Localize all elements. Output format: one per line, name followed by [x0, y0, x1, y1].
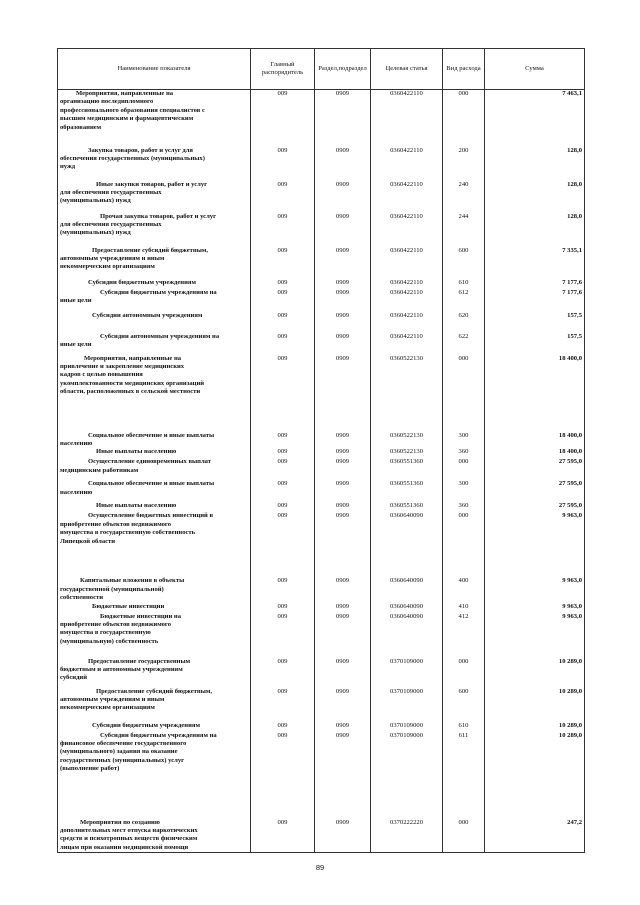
- row-target: 0370109000: [371, 732, 443, 795]
- row-section: 0909: [315, 795, 371, 853]
- row-section: 0909: [315, 688, 371, 722]
- row-name: Бюджетные инвестиции на приобретение объектов недвижимого имущества в государственную (муниципальную) собственность: [58, 613, 251, 658]
- row-name: Мероприятия, направленные на организацию последипломного профессионального образования специалистов с высшим медицинским и фармацевтическим образованием: [58, 90, 251, 147]
- row-target: 0360551360: [371, 458, 443, 480]
- row-target: 0360551360: [371, 480, 443, 502]
- row-type: 400: [443, 563, 485, 602]
- table-header-row: [58, 49, 585, 90]
- row-admin: 009: [251, 688, 315, 722]
- row-type: 610: [443, 279, 485, 289]
- row-type: 622: [443, 333, 485, 355]
- table-row: [58, 480, 585, 502]
- row-target: 0370109000: [371, 688, 443, 722]
- row-type: 620: [443, 312, 485, 333]
- row-type: 600: [443, 247, 485, 279]
- table-row: [58, 603, 585, 613]
- row-target: 0360522130: [371, 420, 443, 449]
- row-section: 0909: [315, 312, 371, 333]
- row-name: Иные закупки товаров, работ и услуг для обеспечения государственных (муниципальных) нужд: [58, 181, 251, 213]
- row-target: 0360640090: [371, 603, 443, 613]
- row-sum: 27 595,0: [485, 458, 585, 480]
- row-section: 0909: [315, 247, 371, 279]
- row-sum: 7 335,1: [485, 247, 585, 279]
- row-section: 0909: [315, 279, 371, 289]
- row-name: Бюджетные инвестиции: [58, 603, 251, 613]
- table-row: [58, 247, 585, 279]
- table-row: [58, 333, 585, 355]
- table-row: [58, 732, 585, 795]
- row-name: Осуществление единовременных выплат медицинским работникам: [58, 458, 251, 480]
- row-type: 300: [443, 480, 485, 502]
- table-row: [58, 279, 585, 289]
- row-name: Мероприятия, направленные на привлечение и закрепление медицинских кадров с целью повышения укомплектованности медицинских организаций области, расположенных в сельской местности: [58, 355, 251, 420]
- row-name: Субсидии автономным учреждениям на иные цели: [58, 333, 251, 355]
- row-name: Субсидии бюджетным учреждениям: [58, 722, 251, 732]
- row-admin: 009: [251, 90, 315, 147]
- row-name: Мероприятия по созданию дополнительных мест отпуска наркотических средств и психотропных веществ физическим лицам при оказании медицинской помощи: [58, 795, 251, 853]
- row-target: 0360522130: [371, 448, 443, 458]
- row-type: 600: [443, 688, 485, 722]
- row-section: 0909: [315, 658, 371, 688]
- table-row: [58, 563, 585, 602]
- budget-table: [57, 48, 585, 853]
- table-row: [58, 613, 585, 658]
- row-admin: 009: [251, 213, 315, 247]
- header-target: Целевая статья: [371, 49, 443, 90]
- row-name: Субсидии бюджетным учреждениям на иные цели: [58, 289, 251, 312]
- row-type: 000: [443, 658, 485, 688]
- row-section: 0909: [315, 355, 371, 420]
- row-admin: 009: [251, 563, 315, 602]
- row-admin: 009: [251, 355, 315, 420]
- row-type: 360: [443, 448, 485, 458]
- row-section: 0909: [315, 458, 371, 480]
- header-section: Раздел,подраздел: [315, 49, 371, 90]
- row-type: 000: [443, 90, 485, 147]
- row-sum: 18 400,0: [485, 420, 585, 449]
- row-admin: 009: [251, 502, 315, 512]
- table-row: [58, 502, 585, 512]
- row-admin: 009: [251, 289, 315, 312]
- row-admin: 009: [251, 458, 315, 480]
- row-target: 0360522130: [371, 355, 443, 420]
- row-sum: 7 177,6: [485, 289, 585, 312]
- table-row: [58, 147, 585, 181]
- row-target: 0370109000: [371, 722, 443, 732]
- row-name: Предоставление субсидий бюджетным, автономным учреждениям и иным некоммерческим организациям: [58, 688, 251, 722]
- table-row: [58, 90, 585, 147]
- row-name: Предоставление государственным бюджетным и автономным учреждениям субсидий: [58, 658, 251, 688]
- row-section: 0909: [315, 722, 371, 732]
- row-target: 0360422110: [371, 90, 443, 147]
- row-target: 0360422110: [371, 333, 443, 355]
- row-target: 0360422110: [371, 279, 443, 289]
- row-name: Социальное обеспечение и иные выплаты населению: [58, 480, 251, 502]
- row-sum: 128,0: [485, 181, 585, 213]
- row-type: 244: [443, 213, 485, 247]
- row-admin: 009: [251, 732, 315, 795]
- row-name: Субсидии бюджетным учреждениям: [58, 279, 251, 289]
- row-target: 0360640090: [371, 563, 443, 602]
- row-sum: 7 177,6: [485, 279, 585, 289]
- row-admin: 009: [251, 181, 315, 213]
- row-sum: 9 963,0: [485, 563, 585, 602]
- row-admin: 009: [251, 448, 315, 458]
- table-row: [58, 512, 585, 563]
- header-sum: Сумма: [485, 49, 585, 90]
- table-row: [58, 658, 585, 688]
- row-type: 000: [443, 512, 485, 563]
- page-number: 89: [315, 863, 325, 872]
- row-target: 0360422110: [371, 181, 443, 213]
- row-section: 0909: [315, 147, 371, 181]
- row-section: 0909: [315, 732, 371, 795]
- row-sum: 247,2: [485, 795, 585, 853]
- row-target: 0360422110: [371, 213, 443, 247]
- row-admin: 009: [251, 312, 315, 333]
- row-section: 0909: [315, 563, 371, 602]
- table-row: [58, 355, 585, 420]
- header-admin: Главный распорядитель: [251, 49, 315, 90]
- table-row: [58, 448, 585, 458]
- row-admin: 009: [251, 603, 315, 613]
- row-section: 0909: [315, 512, 371, 563]
- row-sum: 18 400,0: [485, 448, 585, 458]
- row-type: 000: [443, 458, 485, 480]
- row-section: 0909: [315, 333, 371, 355]
- row-target: 0360422110: [371, 312, 443, 333]
- table-body: [58, 90, 585, 853]
- row-sum: 18 400,0: [485, 355, 585, 420]
- table-row: [58, 213, 585, 247]
- row-type: 000: [443, 795, 485, 853]
- row-admin: 009: [251, 420, 315, 449]
- row-target: 0370222220: [371, 795, 443, 853]
- row-section: 0909: [315, 90, 371, 147]
- row-target: 0360640090: [371, 512, 443, 563]
- row-admin: 009: [251, 613, 315, 658]
- row-sum: 9 963,0: [485, 613, 585, 658]
- table-row: [58, 795, 585, 853]
- row-type: 360: [443, 502, 485, 512]
- row-section: 0909: [315, 213, 371, 247]
- row-name: Социальное обеспечение и иные выплаты населению: [58, 420, 251, 449]
- row-name: Субсидии автономным учреждениям: [58, 312, 251, 333]
- row-target: 0360422110: [371, 289, 443, 312]
- table-row: [58, 181, 585, 213]
- row-admin: 009: [251, 658, 315, 688]
- row-sum: 10 289,0: [485, 732, 585, 795]
- row-admin: 009: [251, 279, 315, 289]
- row-name: Иные выплаты населению: [58, 448, 251, 458]
- row-type: 410: [443, 603, 485, 613]
- row-admin: 009: [251, 795, 315, 853]
- row-sum: 27 595,0: [485, 502, 585, 512]
- row-section: 0909: [315, 613, 371, 658]
- row-section: 0909: [315, 289, 371, 312]
- row-sum: 10 289,0: [485, 722, 585, 732]
- row-sum: 9 963,0: [485, 603, 585, 613]
- row-sum: 27 595,0: [485, 480, 585, 502]
- row-section: 0909: [315, 502, 371, 512]
- row-type: 412: [443, 613, 485, 658]
- row-type: 200: [443, 147, 485, 181]
- row-section: 0909: [315, 480, 371, 502]
- table-row: [58, 420, 585, 449]
- row-name: Предоставление субсидий бюджетным, автономным учреждениям и иным некоммерческим организациям: [58, 247, 251, 279]
- header-name: Наименование показателя: [58, 49, 251, 90]
- table-row: [58, 722, 585, 732]
- row-name: Осуществление бюджетных инвестиций в приобретение объектов недвижимого имущества в государственную собственность Липецкой области: [58, 512, 251, 563]
- row-type: 612: [443, 289, 485, 312]
- row-sum: 128,0: [485, 147, 585, 181]
- row-sum: 9 963,0: [485, 512, 585, 563]
- row-admin: 009: [251, 333, 315, 355]
- table-row: [58, 458, 585, 480]
- row-section: 0909: [315, 181, 371, 213]
- row-target: 0360422110: [371, 147, 443, 181]
- row-sum: 7 463,1: [485, 90, 585, 147]
- row-admin: 009: [251, 512, 315, 563]
- table-row: [58, 312, 585, 333]
- row-section: 0909: [315, 603, 371, 613]
- row-name: Закупка товаров, работ и услуг для обеспечения государственных (муниципальных) нужд: [58, 147, 251, 181]
- row-admin: 009: [251, 147, 315, 181]
- row-name: Субсидии бюджетным учреждениям на финансовое обеспечение государственного (муниципального) задания на оказание государственных (муниципальных) услуг (выполнение работ): [58, 732, 251, 795]
- row-name: Иные выплаты населению: [58, 502, 251, 512]
- row-sum: 10 289,0: [485, 658, 585, 688]
- row-sum: 157,5: [485, 333, 585, 355]
- row-admin: 009: [251, 722, 315, 732]
- row-type: 300: [443, 420, 485, 449]
- row-sum: 157,5: [485, 312, 585, 333]
- row-type: 610: [443, 722, 485, 732]
- row-sum: 128,0: [485, 213, 585, 247]
- header-type: Вид расхода: [443, 49, 485, 90]
- row-admin: 009: [251, 247, 315, 279]
- table-row: [58, 289, 585, 312]
- row-target: 0360640090: [371, 613, 443, 658]
- row-type: 000: [443, 355, 485, 420]
- row-target: 0360551360: [371, 502, 443, 512]
- table-row: [58, 688, 585, 722]
- row-section: 0909: [315, 420, 371, 449]
- row-type: 611: [443, 732, 485, 795]
- row-target: 0360422110: [371, 247, 443, 279]
- row-name: Прочая закупка товаров, работ и услуг для обеспечения государственных (муниципальных) нужд: [58, 213, 251, 247]
- row-sum: 10 289,0: [485, 688, 585, 722]
- row-name: Капитальные вложения в объекты государственной (муниципальной) собственности: [58, 563, 251, 602]
- row-admin: 009: [251, 480, 315, 502]
- row-section: 0909: [315, 448, 371, 458]
- row-target: 0370109000: [371, 658, 443, 688]
- row-type: 240: [443, 181, 485, 213]
